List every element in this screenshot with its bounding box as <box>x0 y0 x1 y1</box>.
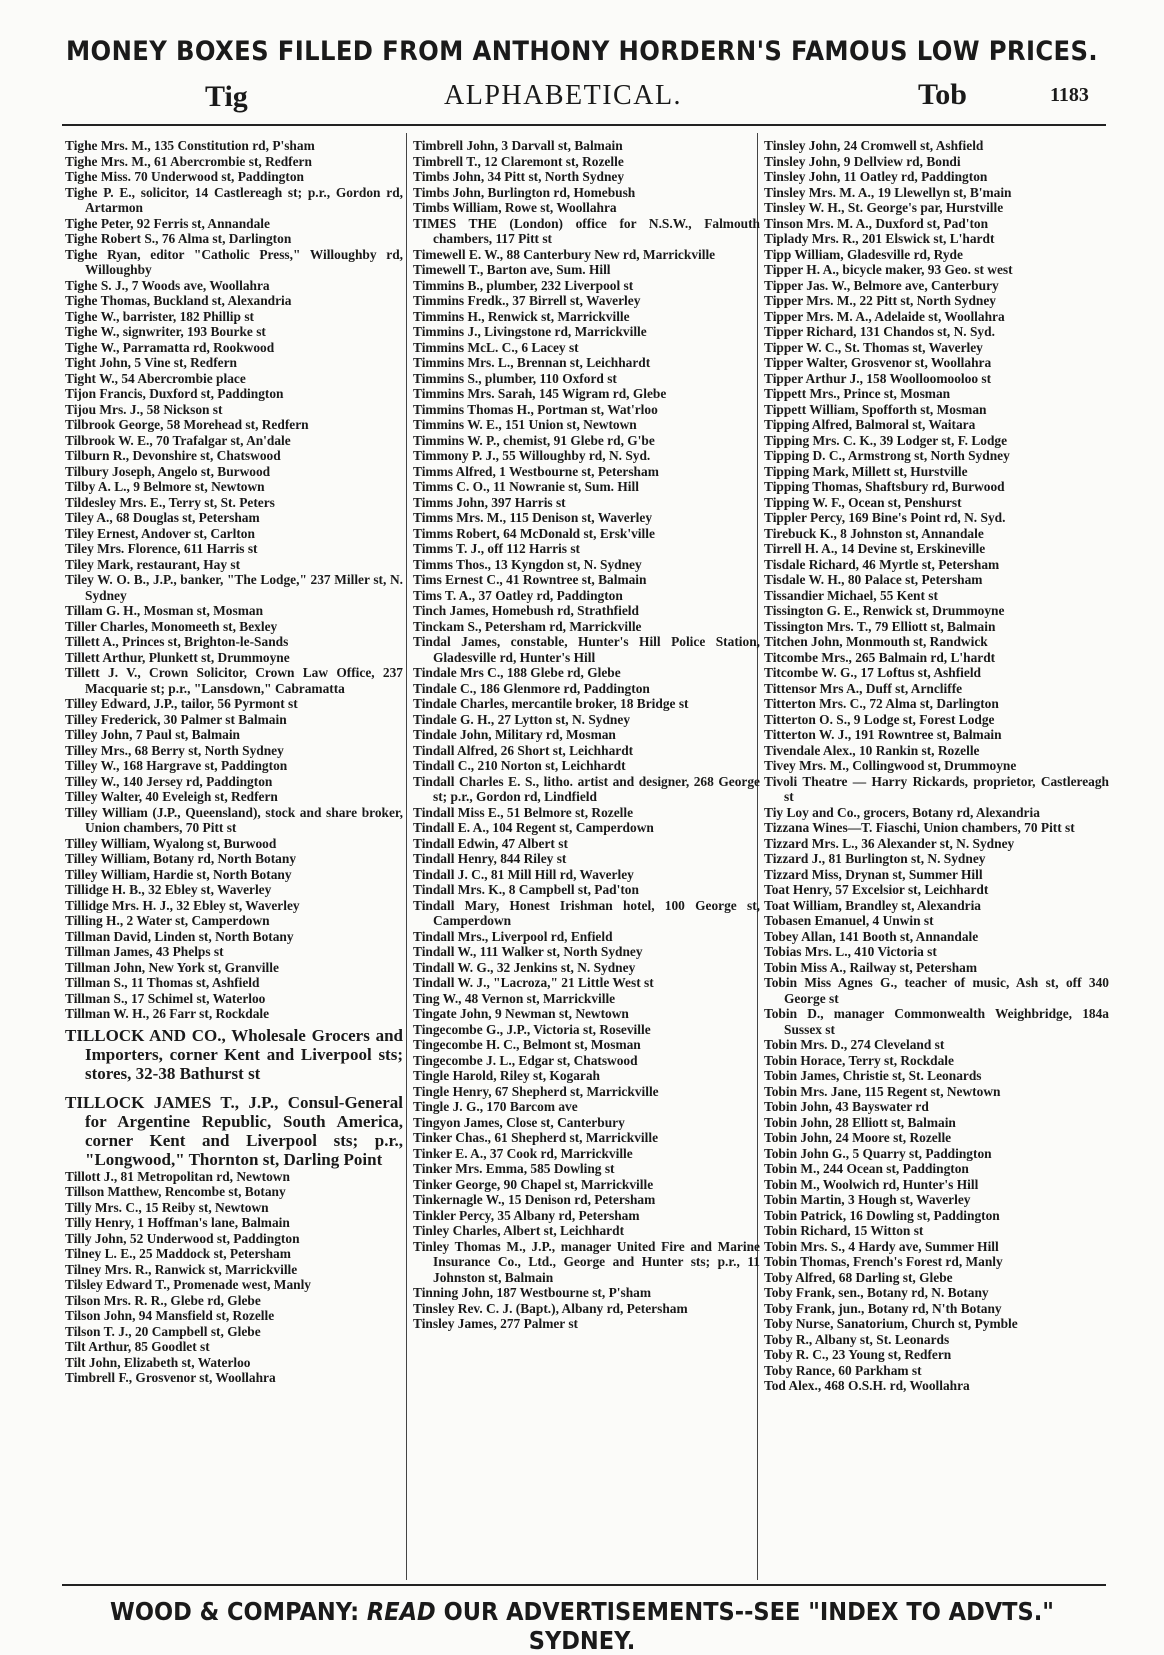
directory-entry: Tiley A., 68 Douglas st, Petersham <box>65 510 260 525</box>
directory-entry: Timbs William, Rowe st, Woollahra <box>413 200 617 215</box>
directory-entry: Tizzana Wines—T. Fiaschi, Union chambers, 70 Pitt st <box>764 820 1075 835</box>
directory-entry: Tillott J., 81 Metropolitan rd, Newtown <box>65 1168 290 1184</box>
directory-entry: Tilley Edward, J.P., tailor, 56 Pyrmont st <box>65 696 298 711</box>
directory-entry: Tillman S., 11 Thomas st, Ashfield <box>65 975 260 990</box>
directory-entry: Tilsley Edward T., Promenade west, Manly <box>65 1277 311 1292</box>
directory-entry: Tilbrook W. E., 70 Trafalgar st, An'dale <box>65 432 291 448</box>
directory-entry: Timmins Thomas H., Portman st, Wat'rloo <box>413 401 658 417</box>
directory-entry: Tinley Charles, Albert st, Leichhardt <box>413 1223 625 1238</box>
directory-entry: Tillson Matthew, Rencombe st, Botany <box>65 1184 286 1199</box>
directory-entry: Tippett William, Spofforth st, Mosman <box>764 401 987 417</box>
directory-entry: Tilley William, Botany rd, North Botany <box>65 851 297 866</box>
directory-entry: Timms C. O., 11 Nowranie st, Sum. Hill <box>413 479 639 494</box>
directory-entry: Tobin John G., 5 Quarry st, Paddington <box>764 1145 992 1161</box>
directory-entry: Tillidge H. B., 32 Ebley st, Waverley <box>65 882 272 897</box>
directory-entry: Tilling H., 2 Water st, Camperdown <box>65 913 270 928</box>
directory-entry: Tiplady Mrs. R., 201 Elswick st, L'hardt <box>764 231 995 246</box>
directory-entry: Tighe W., Parramatta rd, Rookwood <box>65 339 275 355</box>
directory-entry: Tindale G. H., 27 Lytton st, N. Sydney <box>413 711 631 727</box>
directory-entry: Tindall Alfred, 26 Short st, Leichhardt <box>413 742 634 758</box>
directory-entry: Tilson T. J., 20 Campbell st, Glebe <box>65 1323 261 1339</box>
directory-entry: Timmony P. J., 55 Willoughby rd, N. Syd. <box>413 448 651 463</box>
directory-entry: Tippler Percy, 169 Bine's Point rd, N. Syd. <box>764 510 1006 525</box>
directory-entry: Tindall W., 111 Walker st, North Sydney <box>413 944 643 959</box>
directory-column-3 <box>764 138 1109 1394</box>
directory-entry: Toby R., Albany st, St. Leonards <box>764 1331 950 1347</box>
directory-entry: Tilby A. L., 9 Belmore st, Newtown <box>65 479 265 494</box>
directory-entry: Tipping Alfred, Balmoral st, Waitara <box>764 417 976 432</box>
directory-entry: Tindale John, Military rd, Mosman <box>413 727 616 742</box>
directory-entry: Tingecombe J. L., Edgar st, Chatswood <box>413 1052 638 1068</box>
directory-entry: Tiller Charles, Monomeeth st, Bexley <box>65 618 278 634</box>
directory-entry: Tims Ernest C., 41 Rowntree st, Balmain <box>413 572 647 587</box>
directory-entry: Tipper W. C., St. Thomas st, Waverley <box>764 339 983 355</box>
directory-entry: Tindall Mrs., Liverpool rd, Enfield <box>413 928 613 944</box>
directory-entry: Tobin Miss A., Railway st, Petersham <box>764 959 978 975</box>
directory-entry: TILLOCK JAMES T., J.P., Consul-General for Argentine Republic, South America, corner Kent and Liverpool sts; p.r., "Longwood," Thornton st, Darling Point <box>65 1092 403 1169</box>
directory-entry: Timms John, 397 Harris st <box>413 494 566 510</box>
directory-entry: Tillett J. V., Crown Solicitor, Crown Law Office, 237 Macquarie st; p.r., "Lansdown," Cabramatta <box>65 665 403 696</box>
directory-entry: Tinley Thomas M., J.P., manager United Fire and Marine Insurance Co., Ltd., George and Hunter sts; p.r., 11 Johnston st, Balmain <box>413 1238 760 1285</box>
directory-entry: Tillam G. H., Mosman st, Mosman <box>65 603 264 618</box>
header-title: ALPHABETICAL. <box>444 80 683 111</box>
directory-entry: Tobasen Emanuel, 4 Unwin st <box>764 913 934 928</box>
directory-entry: Tiley Ernest, Andover st, Carlton <box>65 525 255 541</box>
directory-entry: Tindale Mrs C., 188 Glebe rd, Glebe <box>413 665 621 680</box>
directory-entry: Timmins H., Renwick st, Marrickville <box>413 308 630 324</box>
directory-entry: Tivoli Theatre — Harry Rickards, proprietor, Castlereagh st <box>764 773 1109 804</box>
directory-entry: Tilley William, Hardie st, North Botany <box>65 866 292 882</box>
directory-entry: Tilt Arthur, 85 Goodlet st <box>65 1339 210 1354</box>
directory-entry: Tizzard Miss, Drynan st, Summer Hill <box>764 866 983 882</box>
directory-entry: Tindale C., 186 Glenmore rd, Paddington <box>413 680 650 696</box>
directory-entry: Tinker George, 90 Chapel st, Marrickville <box>413 1176 654 1192</box>
directory-entry: Tilney Mrs. R., Ranwick st, Marrickville <box>65 1261 298 1277</box>
directory-entry: Tindall Miss E., 51 Belmore st, Rozelle <box>413 804 634 820</box>
directory-entry: Tingecombe G., J.P., Victoria st, Roseville <box>413 1021 651 1037</box>
directory-entry: Tizzard J., 81 Burlington st, N. Sydney <box>764 851 986 866</box>
directory-entry: Timmins S., plumber, 110 Oxford st <box>413 370 617 386</box>
directory-entry: Timbs John, 34 Pitt st, North Sydney <box>413 169 625 184</box>
directory-entry: Titterton Mrs. C., 72 Alma st, Darlington <box>764 696 999 711</box>
directory-entry: Tobin James, Christie st, St. Leonards <box>764 1068 982 1083</box>
directory-entry: Tippett Mrs., Prince st, Mosman <box>764 386 951 401</box>
directory-entry: Tighe Robert S., 76 Alma st, Darlington <box>65 231 292 246</box>
directory-entry: Tinsley James, 277 Palmer st <box>413 1316 579 1331</box>
directory-entry: Tighe S. J., 7 Woods ave, Woollahra <box>65 277 270 293</box>
directory-entry: Tildesley Mrs. E., Terry st, St. Peters <box>65 494 275 510</box>
directory-entry: Timewell T., Barton ave, Sum. Hill <box>413 262 611 277</box>
directory-entry: Tirrell H. A., 14 Devine st, Erskineville <box>764 541 986 556</box>
directory-entry: Tipper Walter, Grosvenor st, Woollahra <box>764 355 992 370</box>
directory-entry: Tilburn R., Devonshire st, Chatswood <box>65 448 281 463</box>
directory-entry: Tindall Henry, 844 Riley st <box>413 851 567 866</box>
directory-entry: Tindall Mary, Honest Irishman hotel, 100 George st, Camperdown <box>413 897 760 928</box>
directory-entry: Tingle Henry, 67 Shepherd st, Marrickville <box>413 1083 659 1099</box>
directory-entry: Timms Thos., 13 Kyngdon st, N. Sydney <box>413 556 642 572</box>
directory-entry: Tobias Mrs. L., 410 Victoria st <box>764 944 937 959</box>
directory-entry: Tighe Mrs. M., 135 Constitution rd, P'sham <box>65 138 315 153</box>
directory-entry: Tijou Mrs. J., 58 Nickson st <box>65 401 223 417</box>
directory-entry: Tilley W., 140 Jersey rd, Paddington <box>65 773 273 789</box>
directory-entry: Tissington G. E., Renwick st, Drummoyne <box>764 603 1005 618</box>
directory-entry: Tobin Horace, Terry st, Rockdale <box>764 1052 954 1068</box>
directory-entry: Toby Rance, 60 Parkham st <box>764 1362 922 1378</box>
directory-entry: Toat Henry, 57 Excelsior st, Leichhardt <box>764 882 989 897</box>
header-last-word: Tob <box>918 78 967 111</box>
directory-entry: Toby R. C., 23 Young st, Redfern <box>764 1347 952 1362</box>
directory-entry: Tobin M., Woolwich rd, Hunter's Hill <box>764 1176 979 1192</box>
directory-entry: Tillman John, New York st, Granville <box>65 959 279 975</box>
column-divider <box>406 133 407 1580</box>
directory-entry: Tiley Mrs. Florence, 611 Harris st <box>65 541 258 556</box>
directory-entry: Tipper H. A., bicycle maker, 93 Geo. st west <box>764 262 1013 277</box>
directory-entry: Tighe Miss. 70 Underwood st, Paddington <box>65 169 304 184</box>
directory-entry: Timms T. J., off 112 Harris st <box>413 541 581 556</box>
directory-entry: Tinsley John, 11 Oatley rd, Paddington <box>764 169 988 184</box>
directory-entry: Tobin Mrs. S., 4 Hardy ave, Summer Hill <box>764 1238 999 1254</box>
directory-entry: Tisdale Richard, 46 Myrtle st, Petersham <box>764 556 1000 572</box>
directory-entry: Toby Alfred, 68 Darling st, Glebe <box>764 1269 953 1285</box>
directory-entry: Tilley William, Wyalong st, Burwood <box>65 835 277 851</box>
directory-entry: Tillett A., Princes st, Brighton-le-Sands <box>65 634 289 649</box>
directory-entry: Tilbury Joseph, Angelo st, Burwood <box>65 463 271 479</box>
directory-entry: Tighe P. E., solicitor, 14 Castlereagh st; p.r., Gordon rd, Artarmon <box>65 184 403 215</box>
bottom-banner-advert: OUR ADVERTISEMENTS--SEE "INDEX TO ADVTS." <box>443 1597 1054 1626</box>
top-banner: MONEY BOXES FILLED FROM ANTHONY HORDERN'S FAMOUS LOW PRICES. <box>66 36 1098 67</box>
directory-entry: Tinsley Rev. C. J. (Bapt.), Albany rd, Petersham <box>413 1300 688 1316</box>
directory-entry: Tighe Peter, 92 Ferris st, Annandale <box>65 215 270 231</box>
directory-entry: Tinning John, 187 Westbourne st, P'sham <box>413 1285 651 1300</box>
directory-entry: Tinsley John, 24 Cromwell st, Ashfield <box>764 138 984 153</box>
directory-entry: Tobin Thomas, French's Forest rd, Manly <box>764 1254 1003 1269</box>
directory-entry: Timmins W. E., 151 Union st, Newtown <box>413 417 637 432</box>
directory-entry: Tobin Mrs. Jane, 115 Regent st, Newtown <box>764 1083 1001 1099</box>
directory-entry: Tiy Loy and Co., grocers, Botany rd, Alexandria <box>764 804 1040 820</box>
directory-entry: Tinker Mrs. Emma, 585 Dowling st <box>413 1161 615 1176</box>
directory-column-1 <box>65 138 403 1386</box>
directory-entry: Tobin Patrick, 16 Dowling st, Paddington <box>764 1207 1000 1223</box>
directory-entry: Ting W., 48 Vernon st, Marrickville <box>413 990 616 1006</box>
page-number: 1183 <box>1050 84 1089 106</box>
directory-entry: Tod Alex., 468 O.S.H. rd, Woollahra <box>764 1378 970 1393</box>
directory-entry: Toat William, Brandley st, Alexandria <box>764 897 982 913</box>
directory-entry: Toby Nurse, Sanatorium, Church st, Pymble <box>764 1316 1018 1331</box>
directory-entry: Tighe Thomas, Buckland st, Alexandria <box>65 293 292 308</box>
directory-entry: Tilson John, 94 Mansfield st, Rozelle <box>65 1308 275 1323</box>
bottom-banner-read: READ <box>366 1597 436 1626</box>
directory-entry: Tobin John, 24 Moore st, Rozelle <box>764 1130 952 1145</box>
directory-entry: Toby Frank, sen., Botany rd, N. Botany <box>764 1285 989 1300</box>
directory-entry: Titterton O. S., 9 Lodge st, Forest Lodge <box>764 711 995 727</box>
directory-entry: Tighe W., barrister, 182 Phillip st <box>65 308 254 324</box>
directory-entry: Tiley W. O. B., J.P., banker, "The Lodge," 237 Miller st, N. Sydney <box>65 572 403 603</box>
directory-entry: Tilley John, 7 Paul st, Balmain <box>65 727 240 742</box>
directory-entry: Tipping Mrs. C. K., 39 Lodger st, F. Lodge <box>764 432 1008 448</box>
directory-entry: Tilly Henry, 1 Hoffman's lane, Balmain <box>65 1215 290 1230</box>
directory-entry: Tillman David, Linden st, North Botany <box>65 928 294 944</box>
directory-entry: Tinker Chas., 61 Shepherd st, Marrickville <box>413 1130 659 1145</box>
directory-entry: Tindall Mrs. K., 8 Campbell st, Pad'ton <box>413 882 639 897</box>
directory-entry: Tilly Mrs. C., 15 Reiby st, Newtown <box>65 1199 269 1215</box>
directory-entry: Tobin D., manager Commonwealth Weighbridge, 184a Sussex st <box>764 1006 1109 1037</box>
directory-entry: Tight W., 54 Abercrombie place <box>65 370 246 386</box>
directory-entry: Tipp William, Gladesville rd, Ryde <box>764 246 963 262</box>
directory-entry: Tilson Mrs. R. R., Glebe rd, Glebe <box>65 1292 261 1308</box>
directory-entry: Tindall W. G., 32 Jenkins st, N. Sydney <box>413 959 636 975</box>
directory-entry: Tindall E. A., 104 Regent st, Camperdown <box>413 820 654 835</box>
directory-entry: Tilley Mrs., 68 Berry st, North Sydney <box>65 742 284 758</box>
directory-entry: Tilley William (J.P., Queensland), stock and share broker, Union chambers, 70 Pitt st <box>65 804 403 835</box>
directory-entry: Tingate John, 9 Newman st, Newtown <box>413 1006 629 1021</box>
directory-entry: Tilley Frederick, 30 Palmer st Balmain <box>65 711 287 727</box>
directory-entry: Tilley W., 168 Hargrave st, Paddington <box>65 758 288 773</box>
directory-entry: Tillman W. H., 26 Farr st, Rockdale <box>65 1006 270 1021</box>
bottom-banner-city: SYDNEY. <box>528 1626 636 1655</box>
directory-entry: Tissandier Michael, 55 Kent st <box>764 587 938 603</box>
directory-entry: Tissington Mrs. T., 79 Elliott st, Balmain <box>764 618 996 634</box>
directory-entry: Titcombe Mrs., 265 Balmain rd, L'hardt <box>764 649 996 665</box>
directory-entry: Tobin John, 28 Elliott st, Balmain <box>764 1114 956 1130</box>
directory-entry: Tinsley Mrs. M. A., 19 Llewellyn st, B'main <box>764 184 1012 200</box>
directory-entry: Tobin Mrs. D., 274 Cleveland st <box>764 1037 945 1052</box>
directory-entry: TILLOCK AND CO., Wholesale Grocers and Importers, corner Kent and Liverpool sts; stores, 32-38 Bathurst st <box>65 1025 403 1083</box>
directory-entry: Timbrell F., Grosvenor st, Woollahra <box>65 1370 276 1385</box>
directory-entry: Titcombe W. G., 17 Loftus st, Ashfield <box>764 665 982 680</box>
header-first-word: Tig <box>205 80 248 113</box>
directory-entry: Timewell E. W., 88 Canterbury New rd, Marrickville <box>413 246 716 262</box>
directory-entry: Tipper Jas. W., Belmore ave, Canterbury <box>764 277 999 293</box>
directory-entry: Tilley Walter, 40 Eveleigh st, Redfern <box>65 789 278 804</box>
directory-entry: Timbrell T., 12 Claremont st, Rozelle <box>413 153 624 169</box>
directory-entry: Tight John, 5 Vine st, Redfern <box>65 355 237 370</box>
directory-entry: Tinkler Percy, 35 Albany rd, Petersham <box>413 1207 640 1223</box>
directory-entry: Timms Robert, 64 McDonald st, Ersk'ville <box>413 525 655 541</box>
directory-entry: Tighe Mrs. M., 61 Abercrombie st, Redfern <box>65 153 312 169</box>
directory-entry: Tittensor Mrs A., Duff st, Arncliffe <box>764 680 963 696</box>
directory-entry: Tipper Mrs. M., 22 Pitt st, North Sydney <box>764 293 996 308</box>
directory-entry: Tindall J. C., 81 Mill Hill rd, Waverley <box>413 866 634 882</box>
directory-entry: Timmins Mrs. L., Brennan st, Leichhardt <box>413 355 651 370</box>
directory-entry: Tillman James, 43 Phelps st <box>65 944 224 959</box>
directory-entry: Toby Frank, jun., Botany rd, N'th Botany <box>764 1300 1002 1316</box>
directory-entry: Tingle Harold, Riley st, Kogarah <box>413 1068 600 1083</box>
directory-entry: Timbrell John, 3 Darvall st, Balmain <box>413 138 623 153</box>
directory-entry: Tingecombe H. C., Belmont st, Mosman <box>413 1037 641 1052</box>
directory-entry: Tipping Mark, Millett st, Hurstville <box>764 463 968 479</box>
directory-entry: Tisdale W. H., 80 Palace st, Petersham <box>764 572 983 587</box>
directory-entry: Tims T. A., 37 Oatley rd, Paddington <box>413 587 623 603</box>
directory-entry: Timmins McL. C., 6 Lacey st <box>413 339 579 355</box>
directory-entry: Tobey Allan, 141 Booth st, Annandale <box>764 928 979 944</box>
directory-entry: Tinch James, Homebush rd, Strathfield <box>413 603 639 618</box>
directory-entry: Tindale Charles, mercantile broker, 18 Bridge st <box>413 696 689 711</box>
bottom-banner <box>58 1597 1106 1655</box>
directory-entry: Timmins W. P., chemist, 91 Glebe rd, G'be <box>413 432 655 448</box>
directory-entry: Tillett Arthur, Plunkett st, Drummoyne <box>65 649 290 665</box>
directory-entry: Tilly John, 52 Underwood st, Paddington <box>65 1230 300 1246</box>
directory-entry: Timbs John, Burlington rd, Homebush <box>413 184 636 200</box>
directory-entry: Tinson Mrs. M. A., Duxford st, Pad'ton <box>764 215 989 231</box>
directory-entry: Tingle J. G., 170 Barcom ave <box>413 1099 578 1114</box>
directory-entry: Timmins B., plumber, 232 Liverpool st <box>413 277 634 293</box>
directory-entry: Timmins Mrs. Sarah, 145 Wigram rd, Glebe <box>413 386 667 401</box>
directory-entry: Tinker E. A., 37 Cook rd, Marrickville <box>413 1145 633 1161</box>
header-rule <box>62 124 1106 126</box>
directory-entry: Tighe Ryan, editor "Catholic Press," Willoughby rd, Willoughby <box>65 246 403 277</box>
bottom-banner-company: WOOD & COMPANY: <box>110 1597 360 1626</box>
directory-entry: Tindal James, constable, Hunter's Hill Police Station, Gladesville rd, Hunter's Hill <box>413 634 760 665</box>
directory-entry: Tilt John, Elizabeth st, Waterloo <box>65 1354 251 1370</box>
directory-entry: Timms Alfred, 1 Westbourne st, Petersham <box>413 463 659 479</box>
directory-entry: Tipping D. C., Armstrong st, North Sydney <box>764 448 1010 463</box>
directory-column-2 <box>413 138 760 1332</box>
directory-entry: Titterton W. J., 191 Rowntree st, Balmain <box>764 727 1002 742</box>
directory-entry: Timms Mrs. M., 115 Denison st, Waverley <box>413 510 653 525</box>
directory-entry: Tindall W. J., "Lacroza," 21 Little West st <box>413 975 654 990</box>
directory-entry: Tipping Thomas, Shaftsbury rd, Burwood <box>764 479 1005 494</box>
directory-entry: Tobin Martin, 3 Hough st, Waverley <box>764 1192 971 1207</box>
directory-entry: Tobin Miss Agnes G., teacher of music, Ash st, off 340 George st <box>764 975 1109 1006</box>
directory-entry: Tinckam S., Petersham rd, Marrickville <box>413 618 642 634</box>
directory-entry: Timmins J., Livingstone rd, Marrickville <box>413 324 647 339</box>
directory-entry: Tirebuck K., 8 Johnston st, Annandale <box>764 525 984 541</box>
directory-entry: Tipper Mrs. M. A., Adelaide st, Woollahra <box>764 308 1005 324</box>
directory-entry: Tindall C., 210 Norton st, Leichhardt <box>413 758 626 773</box>
directory-entry: Tinsley John, 9 Dellview rd, Bondi <box>764 153 961 169</box>
directory-entry: Tobin John, 43 Bayswater rd <box>764 1099 929 1114</box>
directory-entry: Tilney L. E., 25 Maddock st, Petersham <box>65 1246 291 1261</box>
directory-entry: Tighe W., signwriter, 193 Bourke st <box>65 324 266 339</box>
directory-entry: Tivendale Alex., 10 Rankin st, Rozelle <box>764 742 980 758</box>
directory-entry: Tindall Edwin, 47 Albert st <box>413 835 568 851</box>
directory-entry: Tipper Arthur J., 158 Woolloomooloo st <box>764 370 992 386</box>
directory-entry: Tipping W. F., Ocean st, Penshurst <box>764 494 962 510</box>
directory-entry: TIMES THE (London) office for N.S.W., Falmouth chambers, 117 Pitt st <box>413 215 760 246</box>
directory-entry: Tipper Richard, 131 Chandos st, N. Syd. <box>764 324 995 339</box>
footer-rule <box>62 1584 1106 1586</box>
directory-entry: Tizzard Mrs. L., 36 Alexander st, N. Sydney <box>764 835 1015 851</box>
directory-entry: Tiley Mark, restaurant, Hay st <box>65 556 241 572</box>
directory-entry: Tobin Richard, 15 Witton st <box>764 1223 924 1238</box>
page-header <box>0 78 1164 118</box>
directory-entry: Tivey Mrs. M., Collingwood st, Drummoyne <box>764 758 1017 773</box>
directory-entry: Tobin M., 244 Ocean st, Paddington <box>764 1161 969 1176</box>
directory-entry: Tillman S., 17 Schimel st, Waterloo <box>65 990 266 1006</box>
directory-entry: Tillidge Mrs. H. J., 32 Ebley st, Waverley <box>65 897 300 913</box>
directory-entry: Tingyon James, Close st, Canterbury <box>413 1114 625 1130</box>
directory-entry: Titchen John, Monmouth st, Randwick <box>764 634 988 649</box>
directory-entry: Tindall Charles E. S., litho. artist and designer, 268 George st; p.r., Gordon rd, Lindfield <box>413 773 760 804</box>
directory-entry: Tinsley W. H., St. George's par, Hurstville <box>764 200 1004 215</box>
directory-entry: Timmins Fredk., 37 Birrell st, Waverley <box>413 293 641 308</box>
directory-entry: Tijon Francis, Duxford st, Paddington <box>65 386 284 401</box>
directory-entry: Tinkernagle W., 15 Denison rd, Petersham <box>413 1192 656 1207</box>
directory-entry: Tilbrook George, 58 Morehead st, Redfern <box>65 417 309 432</box>
